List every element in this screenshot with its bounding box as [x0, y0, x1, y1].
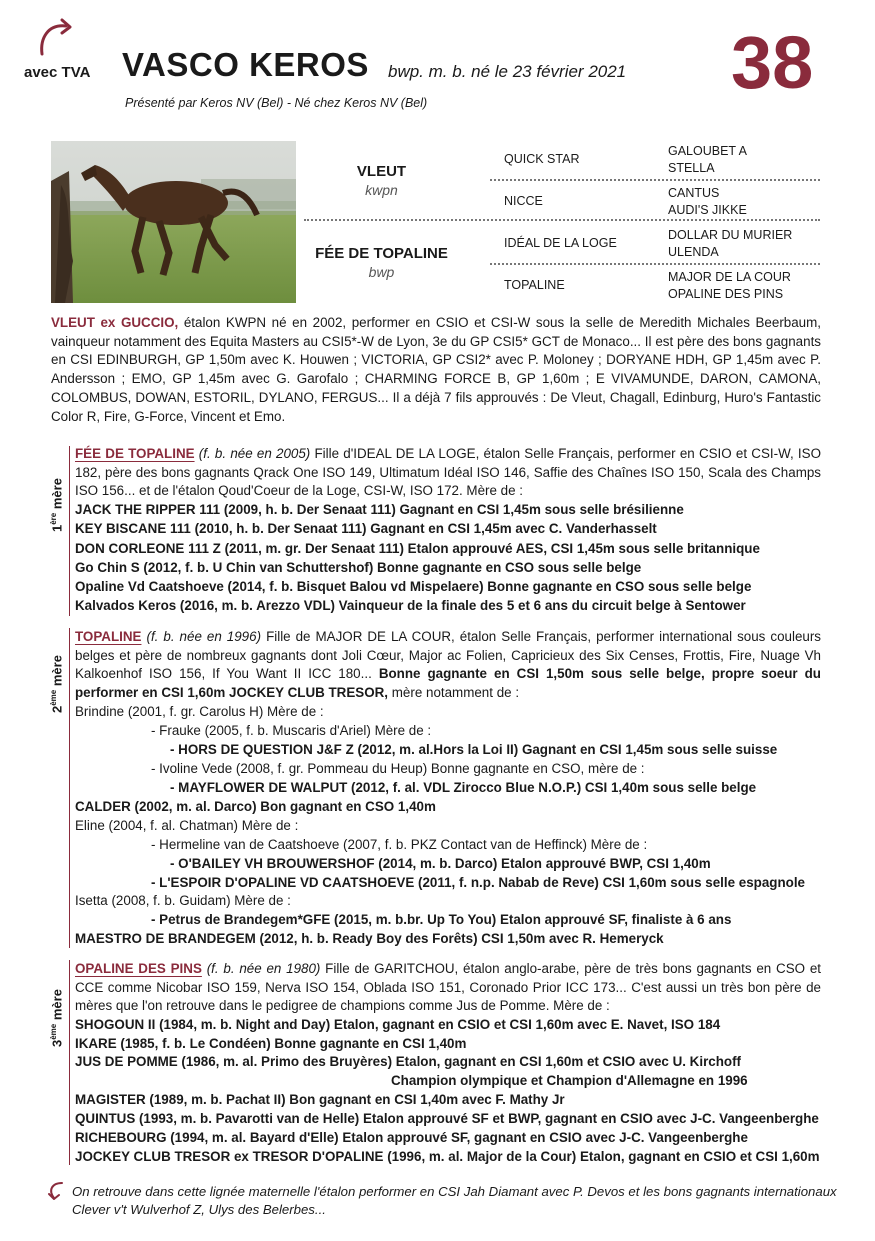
lot-number: 38 — [731, 21, 814, 104]
horse-subtitle: bwp. m. b. né le 23 février 2021 — [388, 62, 627, 81]
first-dam-label: 1ère mère — [49, 478, 65, 532]
second-dam-bold: Bonne gagnante en CSI 1,50m sous selle belge, propre soeur du performer en CSI 1,60m JOCKEY CLUB TRESOR, — [75, 666, 821, 701]
produce-line: Opaline Vd Caatshoeve (2014, f. b. Bisquet Balou vd Mispelaere) Bonne gagnante en CSO sous selle belge — [75, 579, 752, 594]
second-dam-heading: TOPALINE — [75, 629, 142, 644]
second-dam-label: 2ème mère — [49, 655, 65, 713]
third-dam-intro — [75, 960, 821, 1016]
first-dam-text: Fille d'IDEAL DE LA LOGE, étalon Selle Français, performer en CSIO et CSI-W, ISO 182, père des bons gagnants Qrack One ISO 149, Ultimatum Idéal ISO 146, Saffie des Chaînes ISO 150, Scala des Champs ISO 156... et de l'étalon Qoud'Coeur de la Loge, CSI-W, ISO 172. Mère de : — [75, 446, 821, 499]
curved-arrow-icon — [38, 18, 72, 60]
horse-name: VASCO KEROS — [122, 46, 369, 83]
third-dam-label: 3ème mère — [49, 989, 65, 1047]
great-grandparent: AUDI'S JIKKE — [668, 203, 747, 217]
produce-line: DON CORLEONE 111 Z (2011, m. gr. Der Senaat 111) Etalon approuvé AES, CSI 1,45m sous selle britannique — [75, 541, 760, 556]
family-line: - L'ESPOIR D'OPALINE VD CAATSHOEVE (2011, f. n.p. Nabab de Reve) CSI 1,60m sous selle espagnole — [151, 875, 806, 890]
great-grandparent: ULENDA — [668, 245, 719, 259]
dam-breed: bwp — [368, 264, 395, 280]
produce-line: QUINTUS (1993, m. b. Pavarotti van de Helle) Etalon approuvé SF et BWP, gagnant en CSIO avec J-C. Vangeenberghe — [75, 1111, 819, 1126]
sire-name: VLEUT — [356, 163, 407, 180]
produce-line: JOCKEY CLUB TRESOR ex TRESOR D'OPALINE (1996, m. al. Major de la Cour) Etalon, gagnant en CSIO et CSI 1,60m — [75, 1149, 820, 1164]
produce-line: SHOGOUN II (1984, m. b. Night and Day) Etalon, gagnant en CSIO et CSI 1,60m avec E. Navet, ISO 184 — [75, 1017, 721, 1032]
sire-body: étalon KWPN né en 2002, performer en CSIO et CSI-W sous la selle de Meredith Michales Beerbaum, vainqueur notamment des Equita Masters au CSI5*-W de Lyon, 3e du GP CSI5* GCT de Monaco... Il est père des bons gagnants en CSI EDINBURGH, GP 1,50m avec K. Houwen ; VICTORIA, GP CSI2* avec P. Moloney ; DORYANE HDH, GP 1,45m avec P. Andersson ; EMO, GP 1,45m avec G. Garofalo ; CHARMING FORCE B, GP 1,60m ; E VIVAMUNDE, DARON, CAMONA, COLOMBUS, DOWAN, ESTORIL, DYLANO, FERGUS... Il a déjà 7 fils approuvés : De Vleut, Chagall, Edinburg, Huro's Fantastic Color R, Fire, G-Force, Vincent et Emo. — [51, 315, 821, 424]
family-line: Brindine (2001, f. gr. Carolus H) Mère de : — [75, 704, 324, 719]
family-line: - Petrus de Brandegem*GFE (2015, m. b.br. Up To You) Etalon approuvé SF, finaliste à 6 ans — [151, 912, 732, 927]
sire-heading: VLEUT ex GUCCIO, — [51, 315, 179, 330]
footer-note: On retrouve dans cette lignée maternelle l'étalon performer en CSI Jah Diamant avec P. Devos et les bons gagnants internationaux Clever v't Wulverhof Z, Ulys des Belerbes... — [72, 1184, 837, 1217]
family-line: Eline (2004, f. al. Chatman) Mère de : — [75, 818, 299, 833]
great-grandparent: DOLLAR DU MURIER — [668, 228, 793, 242]
family-line: - HORS DE QUESTION J&F Z (2012, m. al.Hors la Loi II) Gagnant en CSI 1,45m sous selle suisse — [170, 742, 778, 757]
first-dam-meta: (f. b. née en 2005) — [198, 446, 311, 461]
curved-arrow-icon — [46, 1180, 68, 1202]
produce-line: RICHEBOURG (1994, m. al. Bayard d'Elle) Etalon approuvé SF, gagnant en CSIO avec J-C. Vangeenberghe — [75, 1130, 748, 1145]
produce-line: JACK THE RIPPER 111 (2009, h. b. Der Senaat 111) Gagnant en CSI 1,45m sous selle brésilienne — [75, 502, 684, 517]
presenter-line: Présenté par Keros NV (Bel) - Né chez Keros NV (Bel) — [125, 96, 428, 110]
grandparent: IDÉAL DE LA LOGE — [504, 236, 617, 250]
second-dam-bar — [69, 628, 70, 948]
third-dam-meta: (f. b. née en 1980) — [206, 961, 321, 976]
family-line: - MAYFLOWER DE WALPUT (2012, f. al. VDL Zirocco Blue N.O.P.) CSI 1,40m sous selle belge — [170, 780, 757, 795]
pedigree-divider — [490, 179, 820, 181]
great-grandparent: MAJOR DE LA COUR — [668, 270, 791, 284]
third-dam-text: Fille de GARITCHOU, étalon anglo-arabe, père de très bons gagnants en CSO et CCE comme Nicobar ISO 159, Nerva ISO 154, Oblada ISO 151, Coronado Prior ICC 173... C'est aussi un très bon père de mères que l'on retrouve dans le pedigree de champions comme Jus de Pomme. Mère de : — [75, 961, 821, 1014]
second-dam-intro — [75, 628, 821, 703]
family-line: - Frauke (2005, f. b. Muscaris d'Ariel) Mère de : — [151, 723, 432, 738]
family-line: Isetta (2008, f. b. Guidam) Mère de : — [75, 893, 291, 908]
family-line: CALDER (2002, m. al. Darco) Bon gagnant en CSO 1,40m — [75, 799, 436, 814]
produce-line: Champion olympique et Champion d'Allemagne en 1996 — [391, 1073, 748, 1088]
family-line: - Ivoline Vede (2008, f. gr. Pommeau du Heup) Bonne gagnante en CSO, mère de : — [151, 761, 645, 776]
produce-line: JUS DE POMME (1986, m. al. Primo des Bruyères) Etalon, gagnant en CSI 1,60m et CSIO avec U. Kirchoff — [75, 1054, 742, 1069]
dam-name: FÉE DE TOPALINE — [315, 245, 448, 262]
grandparent: TOPALINE — [504, 278, 565, 292]
great-grandparent: GALOUBET A — [668, 144, 747, 158]
produce-line: MAGISTER (1989, m. b. Pachat II) Bon gagnant en CSI 1,40m avec F. Mathy Jr — [75, 1092, 565, 1107]
sire-paragraph — [51, 314, 821, 426]
produce-line: Kalvados Keros (2016, m. b. Arezzo VDL) Vainqueur de la finale des 5 et 6 ans du circuit belge à Sentower — [75, 598, 746, 613]
first-dam-intro — [75, 445, 821, 501]
family-line: - O'BAILEY VH BROUWERSHOF (2014, m. b. Darco) Etalon approuvé BWP, CSI 1,40m — [170, 856, 711, 871]
sire-breed: kwpn — [365, 182, 398, 198]
third-dam-bar — [69, 960, 70, 1165]
great-grandparent: OPALINE DES PINS — [668, 287, 784, 301]
first-dam-bar — [69, 446, 70, 616]
pedigree-divider — [304, 219, 820, 221]
grandparent: NICCE — [504, 194, 543, 208]
foal-photo — [51, 141, 296, 303]
produce-line: IKARE (1985, f. b. Le Condéen) Bonne gagnante en CSI 1,40m — [75, 1036, 467, 1051]
first-dam-heading: FÉE DE TOPALINE — [75, 446, 195, 461]
second-dam-end: mère notamment de : — [391, 685, 520, 701]
second-dam-meta: (f. b. née en 1996) — [146, 629, 262, 644]
grandparent: QUICK STAR — [504, 152, 580, 166]
second-dam-text: Fille de MAJOR DE LA COUR, étalon Selle Français, performer international sous couleurs belges et père de nombreux gagnants dont Joli Cœur, Major ac Folien, Capricieux des Six Censes, Frottis, Fire, Nuage Vh Kalkoenhof ISO 156, If You Want II ICC 180... — [75, 629, 821, 682]
family-line: - Hermeline van de Caatshoeve (2007, f. b. PKZ Contact van de Heffinck) Mère de : — [151, 837, 648, 852]
great-grandparent: CANTUS — [668, 186, 720, 200]
pedigree-divider — [490, 263, 820, 265]
third-dam-heading: OPALINE DES PINS — [75, 961, 202, 976]
produce-line: KEY BISCANE 111 (2010, h. b. Der Senaat 111) Gagnant en CSI 1,45m avec C. Vanderhasselt — [75, 521, 657, 536]
family-line: MAESTRO DE BRANDEGEM (2012, h. b. Ready Boy des Forêts) CSI 1,50m avec R. Hemeryck — [75, 931, 664, 946]
great-grandparent: STELLA — [668, 161, 715, 175]
produce-line: Go Chin S (2012, f. b. U Chin van Schuttershof) Bonne gagnante en CSO sous selle belge — [75, 560, 642, 575]
vat-label: avec TVA — [24, 64, 91, 81]
